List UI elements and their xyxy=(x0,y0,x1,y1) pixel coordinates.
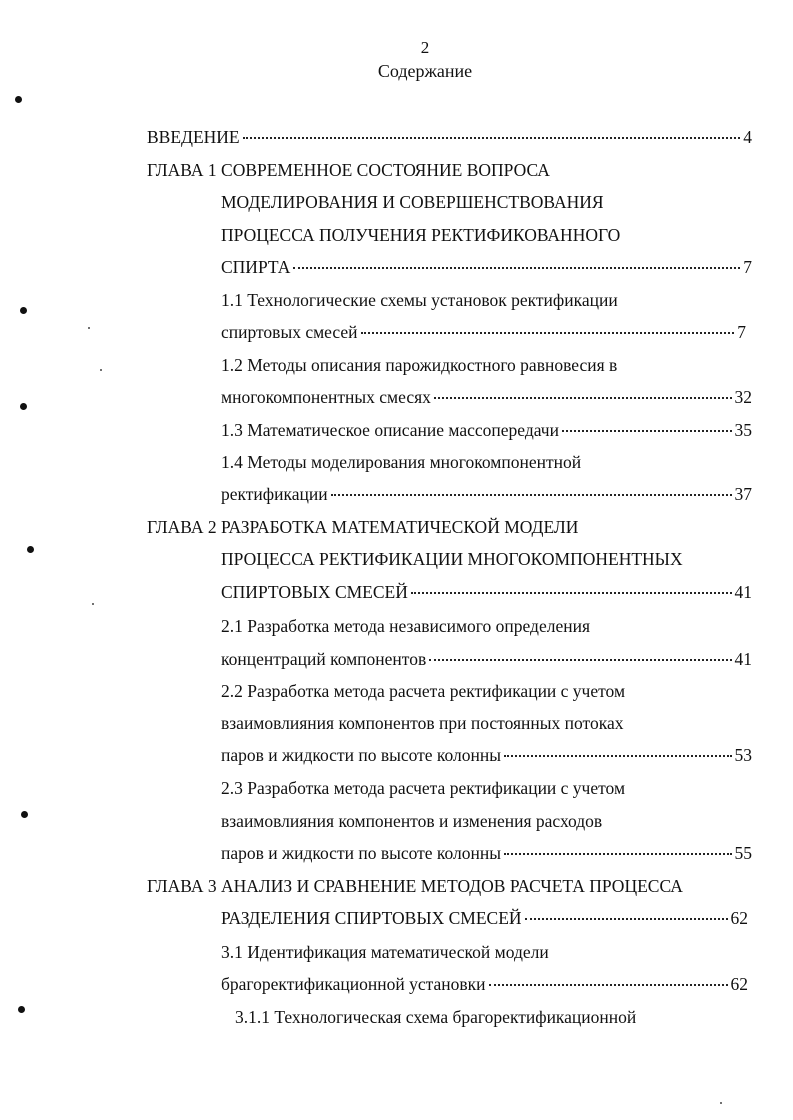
dot-leader xyxy=(411,592,732,594)
scan-speck xyxy=(92,603,94,605)
toc-page-number: 41 xyxy=(734,582,752,602)
toc-entry-label: спиртовых смесей xyxy=(221,322,358,342)
binding-hole-mark xyxy=(18,1006,25,1013)
scan-speck xyxy=(88,327,90,329)
toc-entry-label: СПИРТА xyxy=(221,257,291,277)
toc-entry-chapter-1-last[interactable] xyxy=(221,255,752,279)
scan-speck xyxy=(720,1102,722,1104)
toc-entry-chapter-2-cont: ПРОЦЕССА РЕКТИФИКАЦИИ МНОГОКОМПОНЕНТНЫХ xyxy=(221,549,683,569)
toc-entry-1-3[interactable] xyxy=(221,418,752,442)
dot-leader xyxy=(489,984,728,986)
toc-page-number: 62 xyxy=(730,974,748,994)
toc-entry-label: многокомпонентных смесях xyxy=(221,387,431,407)
toc-entry-1-1[interactable]: 1.1 Технологические схемы установок ректификации xyxy=(221,290,618,310)
toc-entry-chapter-1[interactable]: ГЛАВА 1 СОВРЕМЕННОЕ СОСТОЯНИЕ ВОПРОСА xyxy=(147,160,550,180)
toc-entry-2-3[interactable]: 2.3 Разработка метода расчета ректификации с учетом xyxy=(221,778,626,798)
binding-hole-mark xyxy=(20,403,27,410)
toc-entry-1-2-last[interactable] xyxy=(221,385,752,409)
toc-entry-2-1[interactable]: 2.1 Разработка метода независимого определения xyxy=(221,616,591,636)
dot-leader xyxy=(504,755,731,757)
dot-leader xyxy=(525,918,728,920)
toc-entry-label: СПИРТОВЫХ СМЕСЕЙ xyxy=(221,582,408,602)
toc-entry-intro[interactable] xyxy=(147,125,752,149)
toc-page-number: 53 xyxy=(734,745,752,765)
toc-entry-label: ВВЕДЕНИЕ xyxy=(147,127,240,147)
toc-page-number: 7 xyxy=(743,257,752,277)
toc-entry-label: брагоректификационной установки xyxy=(221,974,486,994)
toc-entry-label: ректификации xyxy=(221,484,328,504)
dot-leader xyxy=(243,137,741,139)
dot-leader xyxy=(562,430,732,432)
toc-page-number: 41 xyxy=(734,649,752,669)
dot-leader xyxy=(434,397,732,399)
toc-entry-label: паров и жидкости по высоте колонны xyxy=(221,745,502,765)
toc-entry-2-3-cont: взаимовлияния компонентов и изменения расходов xyxy=(221,811,603,831)
toc-entry-1-4[interactable]: 1.4 Методы моделирования многокомпонентной xyxy=(221,452,582,472)
binding-hole-mark xyxy=(15,96,22,103)
toc-page-number: 62 xyxy=(730,908,748,928)
toc-entry-3-1[interactable]: 3.1 Идентификация математической модели xyxy=(221,942,549,962)
page-number: 2 xyxy=(420,38,430,57)
toc-entry-2-3-last[interactable] xyxy=(221,841,752,865)
toc-entry-2-2-last[interactable] xyxy=(221,743,752,767)
scan-speck xyxy=(100,369,102,371)
toc-entry-2-2[interactable]: 2.2 Разработка метода расчета ректификации с учетом xyxy=(221,681,626,701)
toc-entry-chapter-2-last[interactable] xyxy=(221,580,752,604)
toc-page-number: 7 xyxy=(737,322,746,342)
toc-page-number: 37 xyxy=(734,484,752,504)
toc-page-number: 32 xyxy=(734,387,752,407)
toc-page-number: 35 xyxy=(734,420,752,440)
toc-entry-3-1-1[interactable]: 3.1.1 Технологическая схема брагоректификационной xyxy=(235,1007,637,1027)
toc-entry-label: паров и жидкости по высоте колонны xyxy=(221,843,502,863)
toc-entry-1-1-last[interactable] xyxy=(221,320,746,344)
binding-hole-mark xyxy=(21,811,28,818)
dot-leader xyxy=(331,494,732,496)
toc-entry-2-1-last[interactable] xyxy=(221,647,752,671)
dot-leader xyxy=(504,853,731,855)
toc-entry-label: 1.3 Математическое описание массопередачи xyxy=(221,420,559,440)
toc-entry-chapter-1-cont: МОДЕЛИРОВАНИЯ И СОВЕРШЕНСТВОВАНИЯ xyxy=(221,192,604,212)
toc-entry-chapter-3[interactable]: ГЛАВА 3 АНАЛИЗ И СРАВНЕНИЕ МЕТОДОВ РАСЧЕТА ПРОЦЕССА xyxy=(147,876,683,896)
page-title: Содержание xyxy=(377,61,473,81)
toc-page-number: 4 xyxy=(743,127,752,147)
toc-entry-3-1-last[interactable] xyxy=(221,972,748,996)
dot-leader xyxy=(361,332,735,334)
toc-entry-label: РАЗДЕЛЕНИЯ СПИРТОВЫХ СМЕСЕЙ xyxy=(221,908,522,928)
dot-leader xyxy=(293,267,740,269)
binding-hole-mark xyxy=(27,546,34,553)
toc-entry-2-2-cont: взаимовлияния компонентов при постоянных потоках xyxy=(221,713,624,733)
dot-leader xyxy=(429,659,731,661)
toc-entry-label: концентраций компонентов xyxy=(221,649,427,669)
toc-entry-1-4-last[interactable] xyxy=(221,482,752,506)
toc-page-number: 55 xyxy=(734,843,752,863)
toc-entry-chapter-1-cont: ПРОЦЕССА ПОЛУЧЕНИЯ РЕКТИФИКОВАННОГО xyxy=(221,225,621,245)
toc-entry-chapter-2[interactable]: ГЛАВА 2 РАЗРАБОТКА МАТЕМАТИЧЕСКОЙ МОДЕЛИ xyxy=(147,517,579,537)
binding-hole-mark xyxy=(20,307,27,314)
toc-entry-chapter-3-last[interactable] xyxy=(221,906,748,930)
toc-entry-1-2[interactable]: 1.2 Методы описания парожидкостного равновесия в xyxy=(221,355,618,375)
